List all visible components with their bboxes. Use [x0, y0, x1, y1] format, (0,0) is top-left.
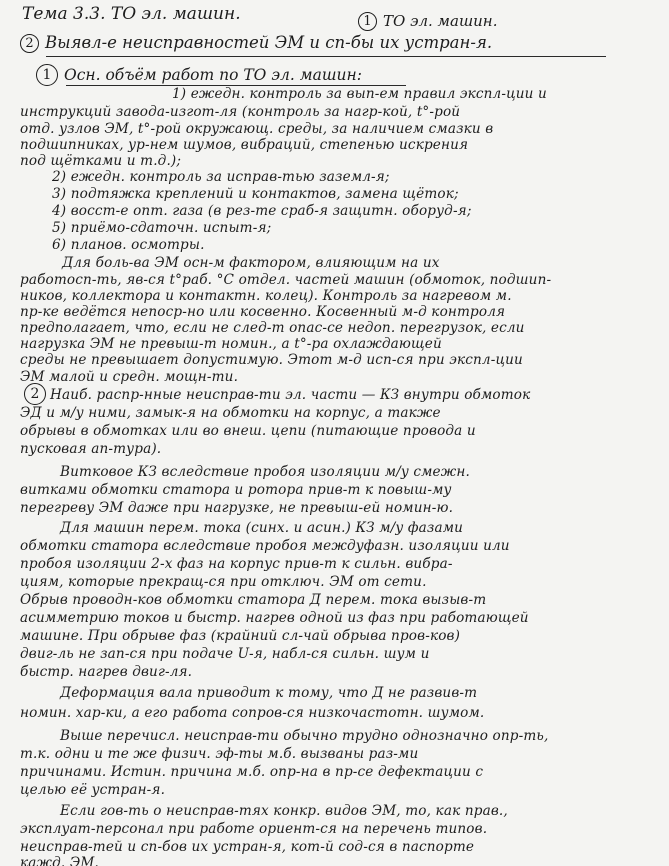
section-one-line: ЭМ малой и средн. мощн-ти. — [20, 369, 239, 385]
section-two-line: целью её устран-я. — [20, 782, 166, 798]
section-two-line: номин. хар-ки, а его работа сопров-ся низкочастотн. шумом. — [20, 705, 485, 721]
section-one-line: 5) приёмо-сдаточн. испыт-я; — [52, 220, 272, 236]
section-two-line: причинами. Истин. причина м.б. опр-на в пр-се дефектации с — [20, 764, 484, 780]
section-two-line: ЭД и м/у ними, замык-я на обмотки на корпус, а также — [20, 405, 441, 421]
section-one-line: нагрузка ЭМ не превыш-т номин., а t°-ра охлаждающей — [20, 336, 442, 352]
section-one-line: подшипниках, ур-нем шумов, вибраций, степенью искрения — [20, 137, 469, 153]
section-one-line: ников, коллектора и контактн. колец). Контроль за нагревом м. — [20, 288, 512, 304]
section-two-line: двиг-ль не зап-ся при подаче U-я, набл-ся сильн. шум и — [20, 646, 430, 662]
section-two-line: Выше перечисл. неисправ-ти обычно трудно однозначно опр-ть, — [60, 728, 549, 744]
section-one-title — [36, 64, 362, 86]
underline — [46, 56, 606, 57]
section-two-line: Обрыв проводн-ков обмотки статора Д перем. тока вызыв-т — [20, 592, 487, 608]
section-two-line: Деформация вала приводит к тому, что Д не развив-т — [60, 685, 478, 701]
section-two-line: Наиб. распр-нные неисправ-ти эл. части — КЗ внутри обмоток — [50, 387, 531, 403]
section-one-line: отд. узлов ЭМ, t°-рой окружающ. среды, за наличием смазки в — [20, 121, 494, 137]
section-one-line: 6) планов. осмотры. — [52, 237, 205, 253]
section-two-line: эксплуат-персонал при работе ориент-ся на перечень типов. — [20, 821, 488, 837]
plan-item-two — [20, 33, 492, 53]
plan-item-one-text: ТО эл. машин. — [383, 12, 498, 30]
circled-number: 1 — [358, 12, 377, 31]
plan-item-two-text: Выявл-е неисправностей ЭМ и сп-бы их устран-я. — [45, 33, 493, 52]
section-one-line: 2) ежедн. контроль за исправ-тью заземл-я; — [52, 169, 390, 185]
section-two-line: витками обмотки статора и ротора прив-т к повыш-му — [20, 482, 452, 498]
section-two-line: перегреву ЭМ даже при нагрузке, не превыш-ей номин-ю. — [20, 500, 454, 516]
section-two-line: циям, которые прекращ-ся при отключ. ЭМ от сети. — [20, 574, 427, 590]
section-two-line: обмотки статора вследствие пробоя междуфазн. изоляции или — [20, 538, 510, 554]
section-two-line: машине. При обрыве фаз (крайний сл-чай обрыва пров-ков) — [20, 628, 461, 644]
section-two-line: Витковое КЗ вследствие пробоя изоляции м/у смежн. — [60, 464, 470, 480]
section-two-marker — [24, 383, 52, 405]
section-two-line: быстр. нагрев двиг-ля. — [20, 664, 193, 680]
section-two-line: обрывы в обмотках или во внеш. цепи (питающие провода и — [20, 423, 476, 439]
section-one-line: 1) ежедн. контроль за вып-ем правил экспл-ции и — [172, 86, 547, 102]
section-two-line: пробоя изоляции 2-х фаз на корпус прив-т к сильн. вибра- — [20, 556, 453, 572]
section-one-line: 4) восст-е опт. газа (в рез-те сраб-я защитн. оборуд-я; — [52, 203, 472, 219]
topic-heading — [22, 4, 241, 24]
section-one-line: под щётками и т.д.); — [20, 153, 182, 169]
section-one-line: Для боль-ва ЭМ осн-м фактором, влияющим на их — [62, 255, 440, 271]
plan-item-one — [358, 12, 497, 31]
section-two-line: Для машин перем. тока (синх. и асин.) КЗ м/у фазами — [60, 520, 464, 536]
section-two-line: неисправ-тей и сп-бов их устран-я, кот-й сод-ся в паспорте — [20, 839, 475, 855]
section-two-line: асимметрию токов и быстр. нагрев одной из фаз при работающей — [20, 610, 529, 626]
section-two-line: пусковая ап-тура). — [20, 441, 162, 457]
section-one-line: пр-ке ведётся непоср-но или косвенно. Косвенный м-д контроля — [20, 304, 506, 320]
section-one-line: среды не превышает допустимую. Этот м-д исп-ся при экспл-ции — [20, 352, 523, 368]
section-two-line: кажд. ЭМ. — [20, 855, 99, 866]
section-two-line: Если гов-ть о неисправ-тях конкр. видов ЭМ, то, как прав., — [60, 803, 508, 819]
section-one-line: инструкций завода-изгот-ля (контроль за нагр-кой, t°-рой — [20, 104, 461, 120]
circled-number: 2 — [20, 34, 39, 53]
section-one-line: работосп-ть, яв-ся t°раб. °С отдел. частей машин (обмоток, подшип- — [20, 272, 552, 288]
circled-number: 1 — [36, 64, 58, 86]
section-one-line: 3) подтяжка креплений и контактов, замена щёток; — [52, 186, 459, 202]
section-two-line: т.к. одни и те же физич. эф-ты м.б. вызваны раз-ми — [20, 746, 419, 762]
circled-number: 2 — [24, 383, 46, 405]
section-one-line: предполагает, что, если не след-т опас-се недоп. перегрузок, если — [20, 320, 525, 336]
topic-text: Тема 3.3. ТО эл. машин. — [22, 4, 241, 24]
section-one-title-text: Осн. объём работ по ТО эл. машин: — [64, 66, 362, 84]
